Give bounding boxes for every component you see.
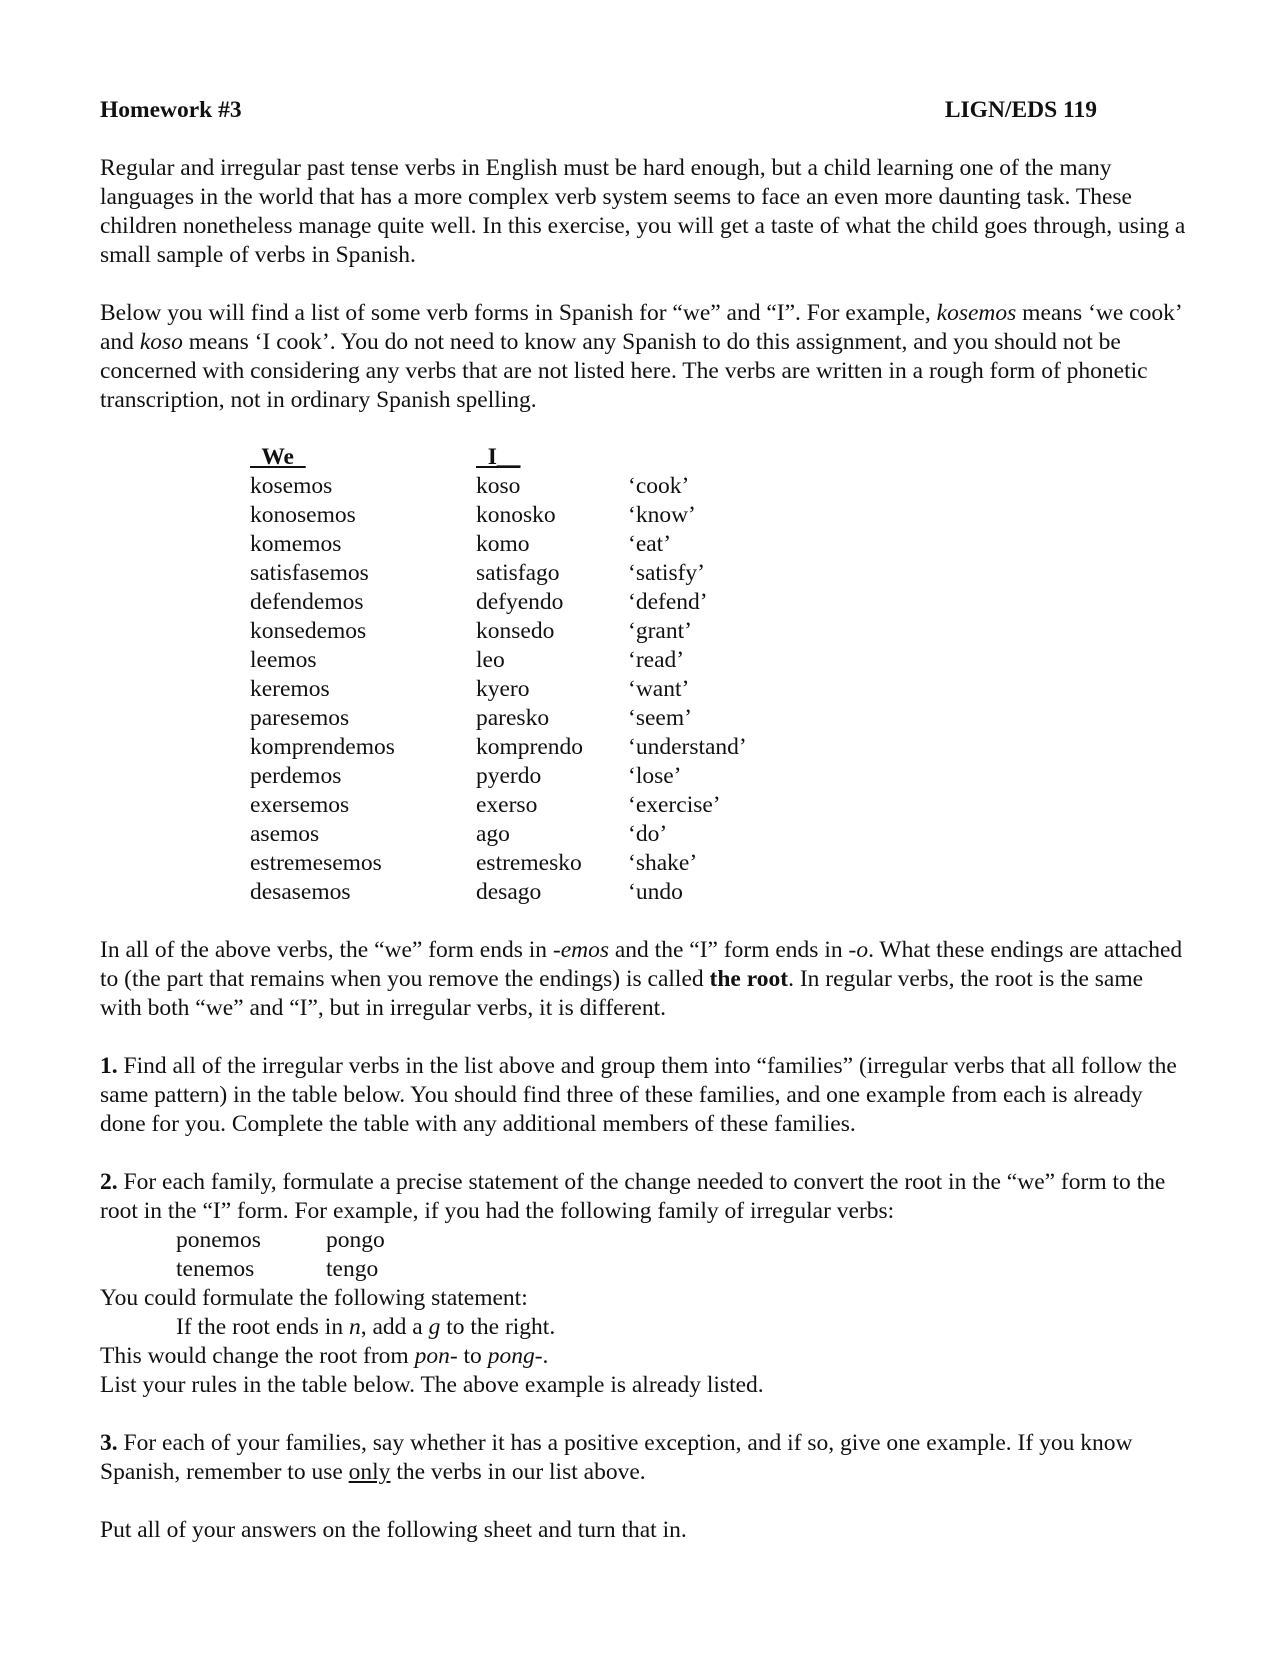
i-form: estremesko <box>476 850 582 876</box>
we-form: exersemos <box>250 792 350 818</box>
we-form: konosemos <box>250 502 356 528</box>
formulate-line: You could formulate the following statement: <box>100 1285 528 1311</box>
we-form: kosemos <box>250 473 333 499</box>
gloss: ‘do’ <box>628 821 668 847</box>
we-form: asemos <box>250 821 320 847</box>
i-form: ago <box>476 821 510 847</box>
we-column-header: We <box>250 444 306 470</box>
i-form: leo <box>476 647 505 673</box>
we-form: defendemos <box>250 589 364 615</box>
gloss: ‘eat’ <box>628 531 672 557</box>
gloss: ‘read’ <box>628 647 685 673</box>
verb-row <box>250 617 1190 646</box>
intro-paragraph: Regular and irregular past tense verbs in English must be hard enough, but a child learning one of the many languages in the world that has a more complex verb system seems to face an even more daunting task. These children nonetheless manage quite well. In this exercise, you will get a taste of what the child goes through, using a small sample of verbs in Spanish. <box>100 155 1186 268</box>
gloss: ‘grant’ <box>628 618 692 644</box>
example-row: tenemos tengo <box>176 1256 379 1282</box>
page-header <box>100 96 1097 125</box>
i-form: paresko <box>476 705 550 731</box>
gloss: ‘exercise’ <box>628 792 721 818</box>
verb-row <box>250 501 1190 530</box>
verb-row <box>250 559 1190 588</box>
verb-row <box>250 849 1190 878</box>
i-form: exerso <box>476 792 538 818</box>
verb-row <box>250 820 1190 849</box>
verb-list-paragraph: Below you will find a list of some verb forms in Spanish for “we” and “I”. For example, kosemos means ‘we cook’ and koso means ‘I cook’. You do not need to know any Spanish to do this assignment, and you should not be concerned with considering any verbs that are not listed here. The verbs are written in a rough form of phonetic transcription, not in ordinary Spanish spelling. <box>100 300 1181 413</box>
list-rules-line: List your rules in the table below. The above example is already listed. <box>100 1372 764 1398</box>
verb-row <box>250 530 1190 559</box>
question-1: 1. Find all of the irregular verbs in the list above and group them into “families” (irregular verbs that all follow the same pattern) in the table below. You should find three of these families, and one example from each is already done for you. Complete the table with any additional members of these families. <box>100 1053 1177 1137</box>
verb-row <box>250 791 1190 820</box>
we-form: satisfasemos <box>250 560 369 586</box>
we-form: komemos <box>250 531 342 557</box>
gloss: ‘want’ <box>628 676 690 702</box>
root-paragraph: In all of the above verbs, the “we” form ends in -emos and the “I” form ends in -o. What these endings are attached to (the part that remains when you remove the endings) is called the root. In regular verbs, the root is the same with both “we” and “I”, but in irregular verbs, it is different. <box>100 937 1183 1021</box>
homework-title: Homework #3 <box>100 97 242 123</box>
i-form: satisfago <box>476 560 560 586</box>
we-form: perdemos <box>250 763 342 789</box>
i-form: konsedo <box>476 618 555 644</box>
i-form: desago <box>476 879 542 905</box>
we-form: leemos <box>250 647 317 673</box>
gloss: ‘understand’ <box>628 734 747 760</box>
course-code: LIGN/EDS 119 <box>944 97 1097 123</box>
we-form: desasemos <box>250 879 351 905</box>
we-form: komprendemos <box>250 734 395 760</box>
verb-row <box>250 646 1190 675</box>
i-form: komprendo <box>476 734 584 760</box>
gloss: ‘cook’ <box>628 473 690 499</box>
verb-row <box>250 704 1190 733</box>
verb-table <box>250 443 1190 907</box>
change-line: This would change the root from pon- to pong-. <box>100 1343 549 1369</box>
gloss: ‘know’ <box>628 502 696 528</box>
verb-row <box>250 762 1190 791</box>
question-3: 3. For each of your families, say whether it has a positive exception, and if so, give one example. If you know Spanish, remember to use only the verbs in our list above. <box>100 1430 1133 1485</box>
gloss: ‘satisfy’ <box>628 560 706 586</box>
i-form: kyero <box>476 676 530 702</box>
i-form: konosko <box>476 502 556 528</box>
gloss: ‘seem’ <box>628 705 692 731</box>
i-form: defyendo <box>476 589 564 615</box>
rule-statement: If the root ends in n, add a g to the right. <box>176 1314 556 1340</box>
gloss: ‘lose’ <box>628 763 682 789</box>
example-row: ponemos pongo <box>176 1227 385 1253</box>
we-form: keremos <box>250 676 330 702</box>
verb-row <box>250 675 1190 704</box>
verb-row <box>250 472 1190 501</box>
question-2: 2. For each family, formulate a precise statement of the change needed to convert the root in the “we” form to the root in the “I” form. For example, if you had the following family of irregular verbs: ponemos pongo tenemos tengo You could formulate the following statement: If the root ends in n, add a g to the right. This would change the root from pon- to pong-. List your rules in the table below. The above example is already listed. <box>100 1168 1190 1400</box>
i-form: komo <box>476 531 530 557</box>
verb-table-header <box>250 443 1190 472</box>
verb-row <box>250 588 1190 617</box>
gloss: ‘shake’ <box>628 850 698 876</box>
i-form: koso <box>476 473 521 499</box>
we-form: estremesemos <box>250 850 382 876</box>
gloss: ‘undo <box>628 879 683 905</box>
document-page <box>100 96 1190 1545</box>
closing-line: Put all of your answers on the following sheet and turn that in. <box>100 1517 687 1543</box>
i-column-header: I__ <box>476 444 521 470</box>
verb-row <box>250 733 1190 762</box>
we-form: konsedemos <box>250 618 367 644</box>
we-form: paresemos <box>250 705 350 731</box>
gloss: ‘defend’ <box>628 589 708 615</box>
i-form: pyerdo <box>476 763 542 789</box>
verb-row <box>250 878 1190 907</box>
